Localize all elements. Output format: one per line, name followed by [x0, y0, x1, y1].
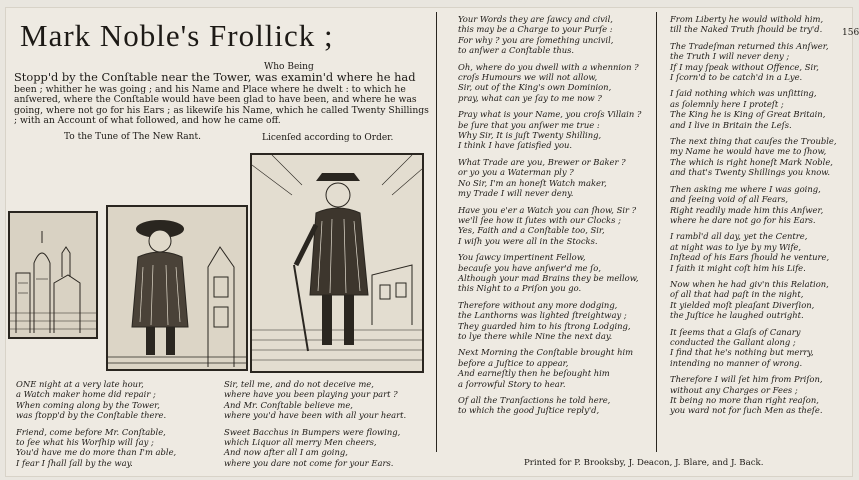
who-being-caption: Who Being [264, 62, 314, 72]
stanza [224, 427, 406, 469]
broadside-sheet [6, 8, 859, 476]
verse-column-2 [224, 379, 406, 474]
stanza [670, 327, 837, 369]
page-number: 156 [842, 28, 859, 38]
verse-line: where you'd have been with all your heart. [224, 410, 407, 421]
intro-text: been ; whither he was going ; and his Name and Place where he dwelt : to which he anſwered, where the Conſtable would have been glad to have been, and where he was going, where not go for his Ears ; as likewiſe his Name, which he called Twenty Shillings ; with an Account of what followed, and how he came off. [14, 83, 429, 126]
verse-column-4 [670, 14, 837, 422]
verse-line: Right readily made him this Anſwer, [670, 204, 824, 215]
stanza [224, 379, 406, 421]
woodcut-gentleman [106, 205, 248, 371]
verse-line: Sir, tell me, and do not deceive me, [224, 379, 374, 389]
verse-line: The Tradeſman returned this Anſwer, [670, 40, 829, 51]
verse-line: which Liquor all merry Men cheers, [224, 437, 377, 448]
stanza [670, 374, 837, 416]
verse-line: till the Naked Truth ſhould be try'd. [670, 24, 823, 35]
stanza [458, 109, 641, 151]
stanza [670, 41, 837, 83]
stanza [670, 279, 837, 321]
verse-line: Next Morning the Conſtable brought him [458, 347, 634, 358]
verse-line: Sweet Bacchus in Bumpers were flowing, [224, 426, 401, 437]
verse-line: the Truth I will never deny ; [670, 51, 790, 62]
verse-line: I think I have ſatisfied you. [458, 140, 573, 151]
verse-line: From Liberty he would withold him, [670, 14, 824, 24]
verse-line: No Sir, I'm an honeſt Watch maker, [458, 177, 607, 188]
printer-imprint: Printed for P. Brooksby, J. Deacon, J. Blare, and J. Back. [524, 458, 764, 468]
stanza [16, 427, 176, 469]
verse-line: Of all the Tranſactions he told here, [458, 395, 611, 405]
verse-line: and that's Twenty Shillings you know. [670, 167, 831, 178]
verse-line: a Watch maker home did repair ; [16, 389, 156, 400]
verse-line: we'll ſee how it ſutes with our Clocks ; [458, 214, 621, 225]
town-view-image [10, 213, 96, 337]
verse-line: For why ? you are ſomething uncivil, [458, 34, 614, 45]
verse-line: I ſaid nothing which was unſitting, [670, 88, 817, 99]
verse-line: my Name he would have me to ſhow, [670, 146, 827, 157]
ballad-title: Mark Noble's Frollick ; [20, 18, 334, 53]
verse-line: this may be a Charge to your Purſe : [458, 24, 613, 35]
tune-line: To the Tune of The New Rant. [64, 132, 201, 142]
verse-line: When coming along by the Tower, [16, 399, 160, 410]
verse-line: to ſee what his Worſhip will ſay ; [16, 437, 154, 448]
verse-line: was ſtopp'd by the Conſtable there. [16, 410, 167, 421]
verse-line: to lye there while Nine the next day. [458, 330, 613, 341]
verse-line: to which the good Juſtice reply'd, [458, 405, 600, 416]
verse-line: What Trade are you, Brewer or Baker ? [458, 156, 626, 167]
stanza [670, 14, 837, 35]
verse-line: the Juſtice he laughed outright. [670, 310, 804, 321]
stanza [458, 300, 641, 342]
verse-line: Pray what is your Name, you croſs Villain ? [458, 109, 642, 120]
verse-line: Although your mad Brains they be mellow, [458, 272, 639, 283]
verse-line: pray, what can ye ſay to me now ? [458, 92, 602, 103]
verse-line: Oh, where do you dwell with a whennion ? [458, 61, 639, 72]
verse-line: becauſe you have anſwer'd me ſo, [458, 262, 601, 273]
verse-line: The next thing that cauſes the Trouble, [670, 136, 837, 147]
verse-line: Then asking me where I was going, [670, 183, 821, 194]
man-with-cane-image [252, 155, 422, 371]
verse-line: And earneſtly then he beſought him [458, 368, 610, 379]
license-line: Licenſed according to Order. [262, 133, 394, 143]
stanza [670, 231, 837, 273]
verse-line: of all that had paſt in the night, [670, 289, 804, 300]
stanza [458, 347, 641, 389]
stanza [458, 157, 641, 199]
verse-line: this Night to a Priſon you go. [458, 283, 582, 294]
verse-line: as ſolemnly here I proteſt ; [670, 98, 784, 109]
stanza [458, 252, 641, 294]
verse-line: Have you e'er a Watch you can ſhow, Sir ? [458, 204, 637, 215]
verse-line: The which is right honeſt Mark Noble, [670, 156, 833, 167]
verse-line: Inſtead of his Ears ſhould he venture, [670, 252, 830, 263]
verse-line: Friend, come before Mr. Conſtable, [16, 426, 166, 437]
verse-line: where he dare not go for his Ears. [670, 214, 816, 225]
verse-line: Why Sir, It is juſt Twenty Shilling, [458, 130, 602, 141]
verse-line: intending no manner of wrong. [670, 357, 803, 368]
verse-line: I wiſh you were all in the Stocks. [458, 235, 598, 246]
verse-line: The King he is King of Great Britain, [670, 109, 826, 120]
stanza [670, 184, 837, 226]
stanza [670, 88, 837, 130]
woodcut-man-with-cane [250, 153, 424, 373]
column-rule [656, 12, 657, 452]
verse-line: without any Charges or Fees ; [670, 384, 798, 395]
ballad-introduction [14, 72, 432, 127]
verse-line: It ſeems that a Glaſs of Canary [670, 326, 801, 337]
stanza [458, 62, 641, 104]
verse-line: the Lanthorns was lighted ſtreightway ; [458, 310, 627, 321]
verse-line: I find that he's nothing but merry, [670, 347, 814, 358]
verse-line: I ſcorn'd to be catch'd in a Lye. [670, 72, 803, 83]
verse-line: or yo you a Waterman ply ? [458, 167, 574, 178]
verse-line: You'd have me do more than I'm able, [16, 447, 177, 458]
verse-column-3 [458, 14, 641, 422]
verse-line: You ſawcy impertinent Fellow, [458, 252, 586, 263]
verse-line: Therefore I will ſet him from Priſon, [670, 374, 823, 385]
verse-line: It being no more than right reaſon, [670, 395, 819, 405]
verse-line: I rambl'd all day, yet the Centre, [670, 231, 808, 242]
verse-line: conducted the Gallant along ; [670, 336, 796, 347]
intro-lead-line: Stopp'd by the Conſtable near the Tower, was examin'd where he had [14, 70, 416, 84]
stanza [16, 379, 176, 421]
verse-line: a ſorrowful Story to hear. [458, 378, 566, 389]
verse-line: They guarded him to his ſtrong Lodging, [458, 320, 631, 331]
verse-line: If I may ſpeak without Offence, Sir, [670, 61, 819, 72]
verse-line: be ſure that you anſwer me true : [458, 119, 600, 130]
verse-line: croſs Humours we will not allow, [458, 72, 598, 83]
column-rule [436, 12, 437, 452]
verse-line: and ſeeing void of all Fears, [670, 194, 789, 205]
verse-line: Your Words they are ſawcy and civil, [458, 14, 613, 24]
verse-line: at night was to lye by my Wife, [670, 241, 802, 252]
verse-line: Therefore without any more dodging, [458, 299, 618, 310]
verse-line: to anſwer a Conſtable thus. [458, 45, 575, 56]
verse-line: Sir, out of the King's own Dominion, [458, 82, 612, 93]
woodcut-town-view [8, 211, 98, 339]
verse-line: It yielded moſt pleaſant Diverſion, [670, 299, 815, 310]
verse-line: ONE night at a very late hour, [16, 379, 144, 389]
stanza [458, 205, 641, 247]
verse-line: you ward not for ſuch Men as theſe. [670, 405, 823, 416]
verse-column-1 [16, 379, 176, 474]
verse-line: Now when he had giv'n this Relation, [670, 278, 829, 289]
stanza [458, 14, 641, 56]
gentleman-image [108, 207, 246, 369]
verse-line: where have you been playing your part ? [224, 389, 398, 400]
verse-line: Yes, Faith and a Conſtable too, Sir, [458, 225, 605, 236]
verse-line: my Trade I will never deny. [458, 188, 574, 199]
verse-line: I faith it might coſt him his Life. [670, 262, 806, 273]
verse-line: and I live in Britain the Leſs. [670, 119, 792, 130]
verse-line: And now after all I am going, [224, 447, 348, 458]
verse-line: And Mr. Conſtable believe me, [224, 399, 353, 410]
stanza [670, 136, 837, 178]
verse-line: I fear I ſhall ſall by the way. [16, 457, 133, 468]
stanza [458, 395, 641, 416]
verse-line: before a Juſtice to appear, [458, 357, 569, 368]
verse-line: where you dare not come for your Ears. [224, 457, 394, 468]
